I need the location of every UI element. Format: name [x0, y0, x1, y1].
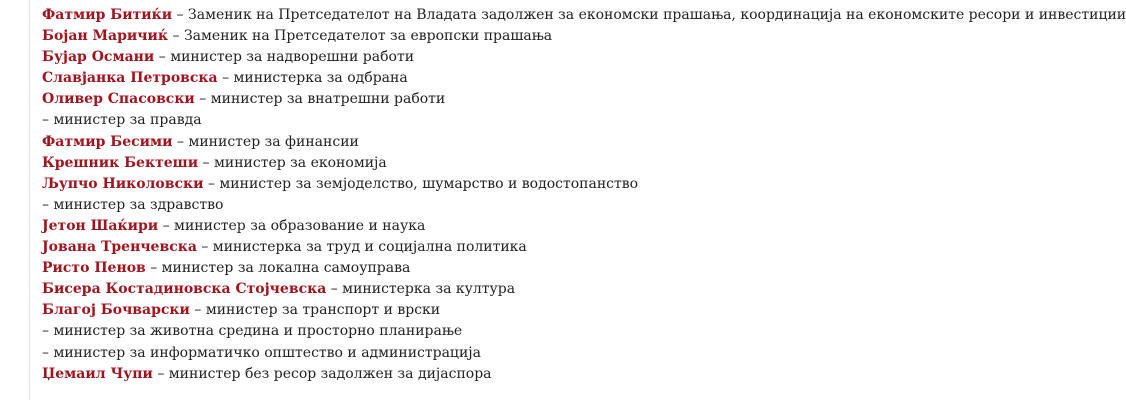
list-item	[42, 258, 1126, 279]
list-item	[42, 153, 1126, 174]
minister-role: – министер за земјоделство, шумарство и водостопанство	[203, 175, 639, 192]
minister-role: – министер за локална самоуправа	[145, 260, 411, 277]
minister-role: – министер за надворешни работи	[154, 49, 415, 66]
minister-role: – министер без ресор задолжен за дијаспора	[152, 365, 492, 382]
minister-name-link[interactable]: Бујар Османи	[42, 49, 155, 66]
list-item	[42, 5, 1126, 26]
minister-name-link[interactable]: Славјанка Петровска	[42, 70, 218, 87]
minister-name-link[interactable]: Фатмир Битиќи	[42, 7, 173, 23]
list-item	[42, 89, 1126, 110]
minister-name-link[interactable]: Јетон Шаќири	[42, 217, 159, 234]
minister-name-link[interactable]: Крешник Бектеши	[42, 154, 199, 171]
minister-role: – министер за здравство	[42, 196, 224, 213]
minister-role: – министер за транспорт и врски	[189, 302, 441, 319]
minister-name-link[interactable]: Бојан Маричиќ	[42, 28, 169, 45]
minister-name-link[interactable]: Јована Тренчевска	[42, 239, 197, 256]
minister-role: – министер за финансии	[172, 133, 359, 150]
left-border-divider	[29, 0, 30, 400]
minister-name-link[interactable]: Фатмир Бесими	[42, 133, 173, 150]
list-item	[42, 321, 1126, 342]
minister-name-link[interactable]: Љупчо Николовски	[42, 175, 204, 192]
minister-name-link[interactable]: Ристо Пенов	[42, 260, 146, 277]
list-item	[42, 300, 1126, 321]
minister-name-link[interactable]: Оливер Спасовски	[42, 91, 195, 108]
minister-role: – Заменик на Претседателот за европски прашања	[168, 28, 553, 45]
minister-role: – министерка за култура	[326, 281, 516, 298]
list-item	[42, 343, 1126, 364]
list-item	[42, 279, 1126, 300]
minister-role: – министер за образование и наука	[158, 217, 426, 234]
list-item	[42, 216, 1126, 237]
minister-role: – министер за правда	[42, 112, 202, 129]
list-item	[42, 132, 1126, 153]
ministers-list	[42, 5, 1126, 385]
list-item	[42, 47, 1126, 68]
minister-role: – министер за внатрешни работи	[194, 91, 446, 108]
list-item	[42, 174, 1126, 195]
minister-role: – министерка за труд и социјална политика	[196, 239, 527, 256]
list-item	[42, 237, 1126, 258]
minister-role: – министер за животна средина и просторно планирање	[42, 323, 463, 340]
list-item	[42, 110, 1126, 131]
minister-role: – министерка за одбрана	[217, 70, 408, 87]
list-item	[42, 195, 1126, 216]
list-item	[42, 364, 1126, 385]
list-item	[42, 26, 1126, 47]
minister-role: – Заменик на Претседателот на Владата задолжен за економски прашања, координација на економските ресори и инвестиции	[172, 7, 1126, 23]
minister-role: – министер за економија	[198, 154, 387, 171]
minister-name-link[interactable]: Џемаил Чупи	[42, 365, 153, 382]
list-item	[42, 68, 1126, 89]
minister-role: – министер за информатичко општество и администрација	[42, 344, 481, 361]
minister-name-link[interactable]: Благој Бочварски	[42, 302, 190, 319]
minister-name-link[interactable]: Бисера Костадиновска Стојчевска	[42, 281, 327, 298]
